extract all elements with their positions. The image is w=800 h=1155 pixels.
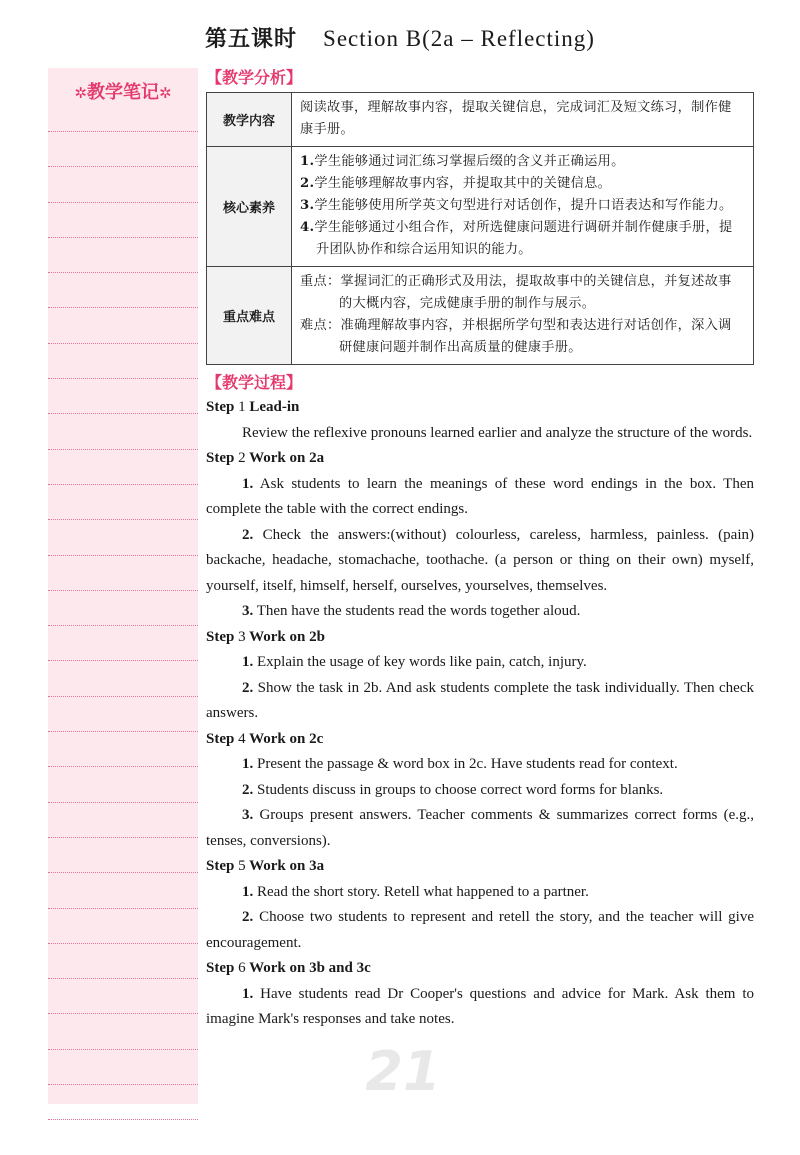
title-cn: 第五课时 [205,26,298,52]
step-paragraph [206,599,754,625]
note-line [48,872,198,873]
note-line [48,449,198,450]
step-name: Work on 3a [249,858,325,874]
page-title [0,22,800,53]
step-paragraph [206,905,754,956]
step-number: 3 [238,628,246,645]
note-line [48,696,198,697]
core-item-text: 学生能够通过词汇练习掌握后缀的含义并正确运用。 [314,154,625,169]
step-heading [206,956,754,982]
note-line [48,343,198,344]
step-paragraph [206,778,754,804]
key-point: 重点：掌握词汇的正确形式及用法，提取故事中的关键信息，并复述故事的大概内容，完成健康手册的制作与展示。 [300,274,732,311]
step-paragraph [206,803,754,854]
step-paragraph [206,472,754,523]
step-heading [206,727,754,753]
paragraph-number: 2. [242,679,254,696]
step-label: Step [206,450,235,466]
note-line [48,908,198,909]
paragraph-number: 1. [242,985,254,1002]
note-line [48,731,198,732]
paragraph-text: Groups present answers. Teacher comments & summarizes correct forms (e.g., tenses, conversions). [206,807,754,849]
page-number: 21 [365,1040,441,1103]
flower-icon: ✲ [74,84,87,102]
step-paragraph [206,650,754,676]
step-name: Work on 3b and 3c [249,960,371,976]
analysis-row-content [207,93,754,147]
core-item-number: 4. [300,220,315,235]
key-point: 难点：准确理解故事内容，并根据所学句型和表达进行对话创作，深入调研健康问题并制作出高质量的健康手册。 [300,318,732,355]
paragraph-text: Present the passage & word box in 2c. Have students read for context. [253,756,678,772]
core-item [300,173,745,195]
step-name: Work on 2b [249,628,325,645]
step-paragraph [206,752,754,778]
step-heading [206,395,754,421]
process-heading: 【教学过程】 [206,373,303,392]
note-line [48,978,198,979]
step-number: 4 [238,730,246,747]
note-line [48,131,198,132]
title-en: Section B(2a – Reflecting) [323,26,595,51]
note-line [48,272,198,273]
teaching-notes-sidebar [48,68,198,1104]
analysis-table [206,92,754,365]
note-line [48,519,198,520]
note-line [48,1084,198,1085]
core-item-number: 3. [300,198,315,213]
paragraph-text: Ask students to learn the meanings of these word endings in the box. Then complete the table with the correct endings. [206,475,754,517]
note-line [48,237,198,238]
step-label: Step [206,628,235,645]
core-item-number: 1. [300,154,315,169]
row-label: 核心素养 [207,147,292,267]
note-line [48,166,198,167]
paragraph-number: 3. [242,807,254,823]
note-line [48,202,198,203]
note-line [48,484,198,485]
step-number: 2 [238,450,246,466]
paragraph-number: 1. [242,756,254,772]
row-label: 教学内容 [207,93,292,147]
core-item [300,195,745,217]
paragraph-text: Check the answers:(without) colourless, careless, harmless, painless. (pain) backache, headache, stomachache, toothache. (a person or thing on their own) myself, yourself, itself, himself, herself, ourselves, yourselves, themselves. [206,526,754,594]
note-line [48,1119,198,1120]
note-line [48,378,198,379]
note-line [48,766,198,767]
row-text: 阅读故事，理解故事内容，提取关键信息，完成词汇及短文练习，制作健康手册。 [292,93,754,147]
note-line [48,555,198,556]
paragraph-text: Review the reflexive pronouns learned earlier and analyze the structure of the words. [242,424,753,441]
note-lines [48,131,198,1155]
steps-list [206,395,754,1033]
teaching-notes-label: 教学笔记 [87,82,159,103]
paragraph-text: Explain the usage of key words like pain, catch, injury. [253,654,587,670]
paragraph-text: Read the short story. Retell what happened to a partner. [253,883,589,900]
teaching-notes-title [48,78,198,104]
step-name: Work on 2a [249,450,325,466]
step-heading [206,446,754,472]
step-paragraph [206,982,754,1033]
core-item-number: 2. [300,176,315,191]
flower-icon: ✲ [159,84,172,102]
paragraph-number: 1. [242,883,254,900]
step-label: Step [206,960,235,976]
note-line [48,837,198,838]
process-section [206,371,754,1033]
step-heading [206,625,754,651]
paragraph-text: Choose two students to represent and retell the story, and the teacher will give encouragement. [206,909,754,951]
key-points-list [292,267,754,365]
core-item [300,217,745,261]
paragraph-text: Show the task in 2b. And ask students complete the task individually. Then check answers. [206,679,754,721]
note-line [48,590,198,591]
analysis-row-key [207,267,754,365]
step-number: 1 [238,399,246,415]
note-line [48,625,198,626]
step-paragraph [206,880,754,906]
note-line [48,307,198,308]
core-item-text: 学生能够理解故事内容，并提取其中的关键信息。 [314,176,612,191]
note-line [48,1013,198,1014]
paragraph-number: 1. [242,475,254,492]
core-literacy-list [292,147,754,267]
step-label: Step [206,399,235,415]
step-paragraph [206,676,754,727]
paragraph-text: Students discuss in groups to choose correct word forms for blanks. [253,781,664,798]
core-item-text: 学生能够使用所学英文句型进行对话创作，提升口语表达和写作能力。 [314,198,733,213]
note-line [48,802,198,803]
note-line [48,413,198,414]
row-label: 重点难点 [207,267,292,365]
step-heading [206,854,754,880]
main-content [206,66,754,1033]
paragraph-number: 3. [242,603,254,619]
core-item-text: 学生能够通过小组合作，对所选健康问题进行调研并制作健康手册，提升团队协作和综合运用知识的能力。 [314,220,733,257]
step-name: Lead-in [249,399,300,415]
paragraph-number: 2. [242,909,254,925]
step-label: Step [206,858,235,874]
step-paragraph [206,421,754,447]
core-item [300,151,745,173]
paragraph-number: 1. [242,654,254,670]
step-paragraph [206,523,754,600]
step-number: 5 [238,858,246,874]
paragraph-text: Then have the students read the words together aloud. [253,603,581,619]
analysis-heading: 【教学分析】 [206,68,303,87]
step-label: Step [206,730,235,747]
step-number: 6 [238,960,246,976]
analysis-row-core [207,147,754,267]
note-line [48,1049,198,1050]
paragraph-number: 2. [242,526,254,543]
step-name: Work on 2c [249,730,324,747]
note-line [48,660,198,661]
paragraph-number: 2. [242,781,254,798]
note-line [48,943,198,944]
paragraph-text: Have students read Dr Cooper's questions and advice for Mark. Ask them to imagine Mark's responses and take notes. [206,985,754,1027]
